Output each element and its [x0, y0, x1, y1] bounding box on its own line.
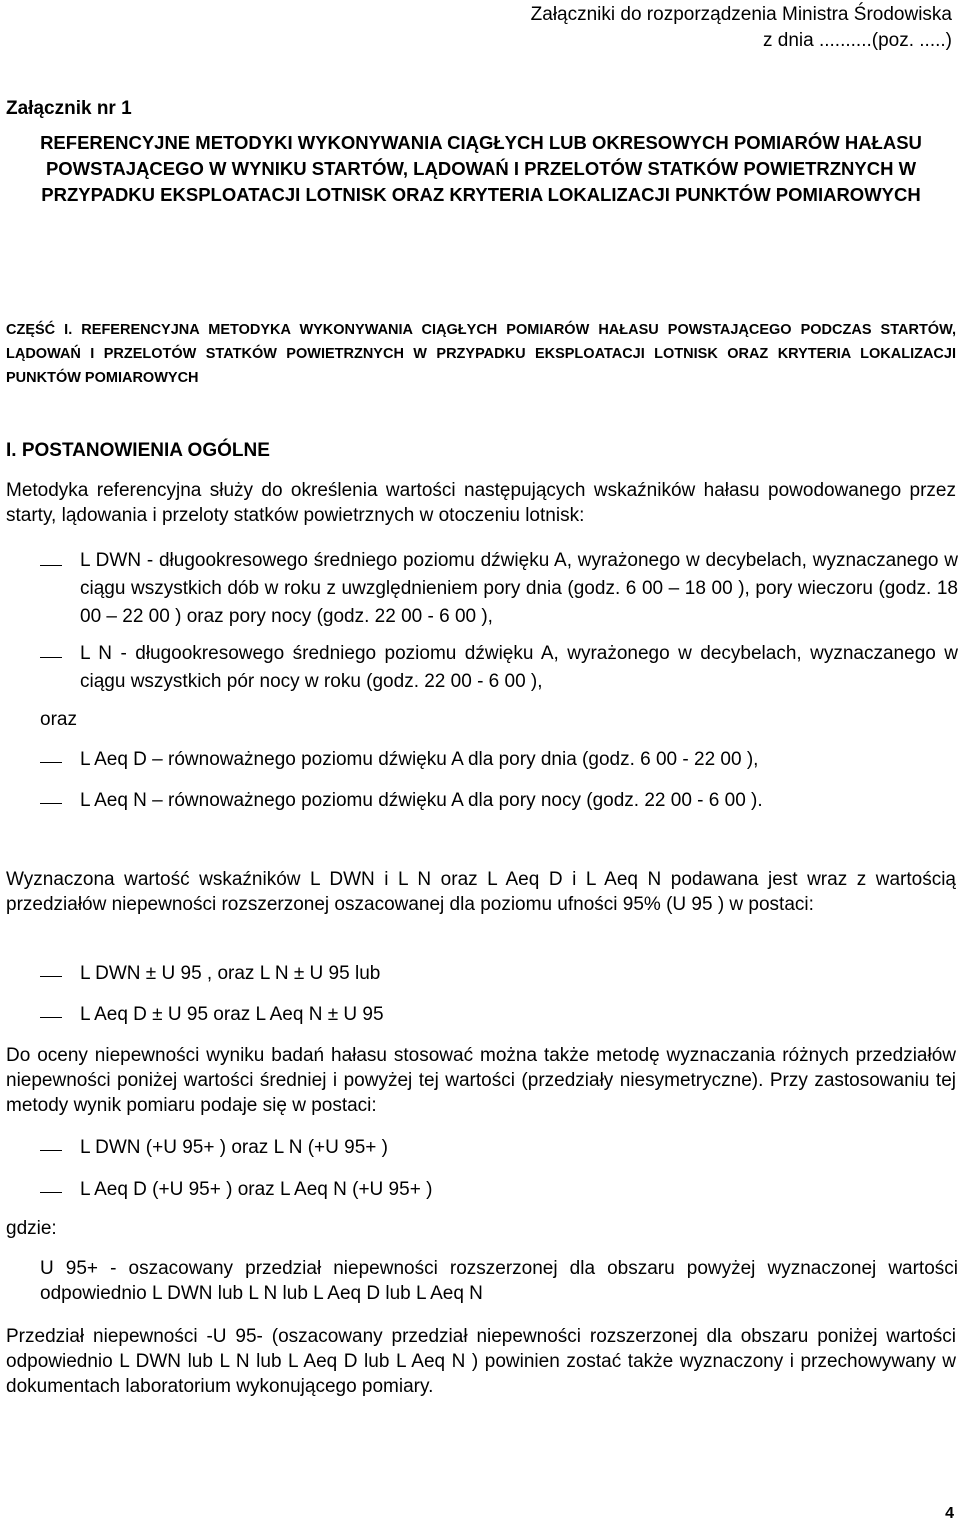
asymmetric-paragraph: Do oceny niepewności wyniku badań hałasu stosować można także metodę wyznaczania różnych przedziałów niepewności poniżej wartości średniej i powyżej tej wartości (przedziały niesymetryczne). Przy zastosowaniu tej metody wynik pomiaru podaje się w postaci:	[6, 1045, 956, 1116]
lower-interval-paragraph: Przedział niepewności -U 95- (oszacowany przedział niepewności rozszerzonej dla obszaru poniżej wartości odpowiednio L DWN lub L N lub L Aeq D lub L Aeq N ) powinien zostać także wyznaczony i przechowywany w dokumentach laboratorium wykonującego pomiary.	[6, 1326, 956, 1397]
list-dash	[40, 657, 62, 658]
list-dash	[40, 803, 62, 804]
list-dash	[40, 1150, 62, 1151]
gdzie-label: gdzie:	[6, 1218, 57, 1239]
part-label: CZĘŚĆ I.	[6, 322, 73, 338]
list-dash	[40, 976, 62, 977]
indicator-laeqn: L Aeq N – równoważnego poziomu dźwięku A dla pory nocy (godz. 22 00 - 6 00 ).	[80, 790, 763, 811]
indicator-laeqd: L Aeq D – równoważnego poziomu dźwięku A dla pory dnia (godz. 6 00 - 22 00 ),	[80, 749, 759, 770]
u95plus-definition: U 95+ - oszacowany przedział niepewności rozszerzonej dla obszaru powyżej wyznaczonej wartości odpowiednio L DWN lub L N lub L Aeq D lub L Aeq N	[40, 1258, 958, 1304]
list-dash	[40, 1017, 62, 1018]
indicator-ln: L N - długookresowego średniego poziomu dźwięku A, wyrażonego w decybelach, wyznaczanego w ciągu wszystkich pór nocy w roku (godz. 22 00 - 6 00 ),	[80, 643, 958, 692]
document-title: REFERENCYJNE METODYKI WYKONYWANIA CIĄGŁYCH LUB OKRESOWYCH POMIARÓW HAŁASU POWSTAJĄCEGO W WYNIKU STARTÓW, LĄDOWAŃ I PRZELOTÓW STATKÓW POWIETRZNYCH W PRZYPADKU EKSPLOATACJI LOTNISK ORAZ KRYTERIA LOKALIZACJI PUNKTÓW POMIAROWYCH	[40, 132, 922, 205]
intro-paragraph: Metodyka referencyjna służy do określenia wartości następujących wskaźników hałasu powodowanego przez starty, lądowania i przeloty statków powietrznych w otoczeniu lotnisk:	[6, 480, 956, 526]
list-dash	[40, 565, 62, 566]
form-asymmetric-a: L DWN (+U 95+ ) oraz L N (+U 95+ )	[80, 1137, 388, 1158]
header-line-2: z dnia ..........(poz. .....)	[762, 30, 952, 51]
list-dash	[40, 762, 62, 763]
document-header	[531, 2, 952, 54]
uncertainty-paragraph: Wyznaczona wartość wskaźników L DWN i L N oraz L Aeq D i L Aeq N podawana jest wraz z wartością przedziałów niepewności rozszerzonej oszacowanej dla poziomu ufności 95% (U 95 ) w postaci:	[6, 869, 956, 915]
part-heading	[6, 318, 956, 390]
indicator-ldwn: L DWN - długookresowego średniego poziomu dźwięku A, wyrażonego w decybelach, wyznaczanego w ciągu wszystkich dób w roku z uwzględnieniem pory dnia (godz. 6 00 – 18 00 ), pory wieczoru (godz. 18 00 – 22 00 ) oraz pory nocy (godz. 22 00 - 6 00 ),	[80, 550, 958, 627]
list-dash	[40, 1192, 62, 1193]
form-asymmetric-b: L Aeq D (+U 95+ ) oraz L Aeq N (+U 95+ )	[80, 1179, 433, 1200]
form-symmetric-a: L DWN ± U 95 , oraz L N ± U 95 lub	[80, 963, 381, 984]
page-number: 4	[945, 1505, 954, 1522]
form-symmetric-b: L Aeq D ± U 95 oraz L Aeq N ± U 95	[80, 1004, 384, 1025]
section-heading: I. POSTANOWIENIA OGÓLNE	[6, 440, 270, 461]
annex-label: Załącznik nr 1	[6, 98, 132, 119]
oraz-label: oraz	[40, 709, 77, 730]
part-text: REFERENCYJNA METODYKA WYKONYWANIA CIĄGŁYCH POMIARÓW HAŁASU POWSTAJĄCEGO PODCZAS STARTÓW, LĄDOWAŃ I PRZELOTÓW STATKÓW POWIETRZNYCH W PRZYPADKU EKSPLOATACJI LOTNISK ORAZ KRYTERIA LOKALIZACJI PUNKTÓW POMIAROWYCH	[6, 322, 956, 386]
header-line-1: Załączniki do rozporządzenia Ministra Środowiska	[530, 4, 952, 25]
